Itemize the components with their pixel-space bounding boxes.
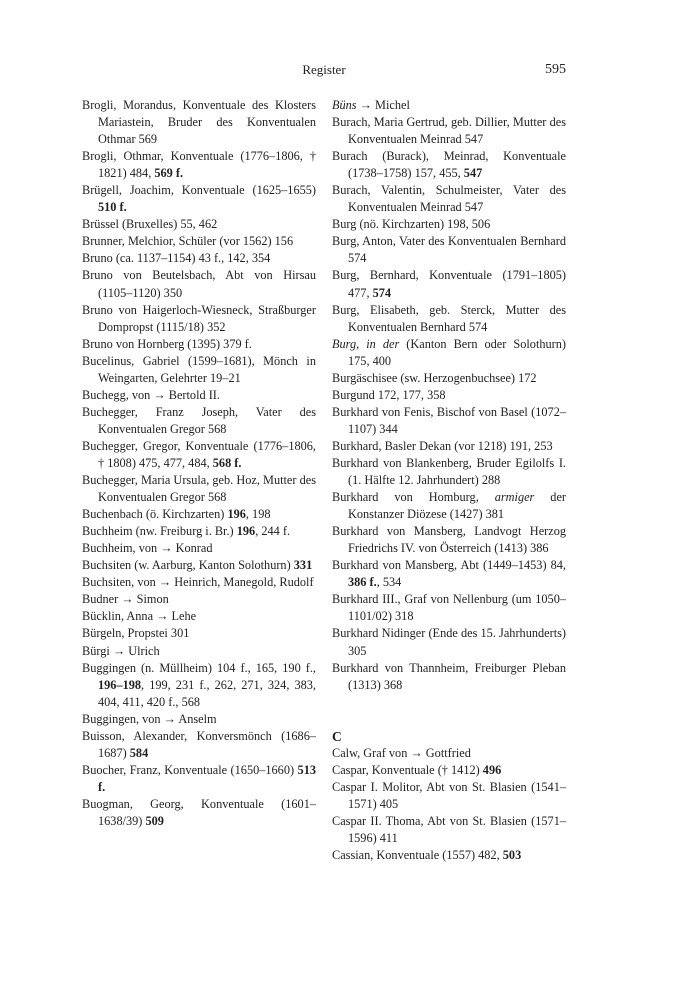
- index-entry: Brogli, Othmar, Konventuale (1776–1806, † 1821) 484, 569 f.: [82, 149, 316, 181]
- index-entry: Cassian, Konventuale (1557) 482, 503: [332, 847, 522, 862]
- index-entry: Buisson, Alexander, Konversmönch (1686–1687) 584: [82, 728, 316, 760]
- index-entry: Burkhard von Homburg, armiger der Konstanzer Diözese (1427) 381: [332, 490, 566, 522]
- index-entry: Caspar, Konventuale († 1412) 496: [332, 762, 502, 777]
- index-entry: Buocher, Franz, Konventuale (1650–1660) 513 f.: [82, 762, 316, 794]
- index-entry: Burkhard von Blankenberg, Bruder Egilolfs I. (1. Hälfte 12. Jahrhundert) 288: [332, 455, 566, 488]
- index-entry: Budner → Simon: [82, 592, 169, 607]
- index-entry: Büns → Michel: [332, 98, 410, 112]
- index-entry: Bücklin, Anna → Lehe: [82, 609, 197, 624]
- running-title: Register: [302, 62, 346, 77]
- page-header: [82, 62, 566, 82]
- index-entry: Burg, Elisabeth, geb. Sterck, Mutter des Konventualen Bernhard 574: [332, 302, 566, 334]
- index-entry: Burkhard von Thannheim, Freiburger Pleban (1313) 368: [332, 660, 566, 692]
- index-entry: Buchsiten (w. Aarburg, Kanton Solothurn) 331: [82, 558, 313, 573]
- index-entries-c: [332, 745, 566, 864]
- index-entry: Burg, Anton, Vater des Konventualen Bernhard 574: [332, 234, 566, 266]
- index-entry: Burgäschisee (sw. Herzogenbuchsee) 172: [332, 370, 537, 385]
- index-entry: Bruno von Haigerloch-Wiesneck, Straßburger Dompropst (1115/18) 352: [82, 302, 316, 334]
- index-entry: Brogli, Morandus, Konventuale des Klosters Mariastein, Bruder des Konventualen Othmar 569: [82, 98, 316, 147]
- index-entry: Burg, in der (Kanton Bern oder Solothurn) 175, 400: [332, 336, 566, 368]
- index-entry: Buchenbach (ö. Kirchzarten) 196, 198: [82, 507, 271, 522]
- index-entry: Calw, Graf von → Gottfried: [332, 745, 471, 760]
- index-entry: Brügell, Joachim, Konventuale (1625–1655) 510 f.: [82, 183, 316, 215]
- index-entry: Burkhard III., Graf von Nellenburg (um 1050–1101/02) 318: [332, 592, 566, 624]
- index-entry: Buchegger, Franz Joseph, Vater des Konventualen Gregor 568: [82, 404, 316, 436]
- index-entry: Buchegger, Gregor, Konventuale (1776–1806, † 1808) 475, 477, 484, 568 f.: [82, 438, 316, 470]
- index-entries-b: [332, 97, 566, 694]
- index-entry: Burkhard Nidinger (Ende des 15. Jahrhunderts) 305: [332, 626, 566, 658]
- index-entry: Bruno von Beutelsbach, Abt von Hirsau (1105–1120) 350: [82, 268, 316, 300]
- index-entry: Burg, Bernhard, Konventuale (1791–1805) 477, 574: [332, 268, 566, 300]
- section-letter-c: C: [332, 728, 342, 744]
- index-entry: Buggingen (n. Müllheim) 104 f., 165, 190 f., 196–198, 199, 231 f., 262, 271, 324, 383, 404, 411, 420 f., 568: [82, 660, 316, 709]
- index-entry: Bruno von Hornberg (1395) 379 f.: [82, 336, 252, 351]
- index-entry: Burgund 172, 177, 358: [332, 387, 446, 402]
- index-entry: Brunner, Melchior, Schüler (vor 1562) 156: [82, 234, 294, 249]
- index-entry: Burkhard von Mansberg, Abt (1449–1453) 84, 386 f., 534: [332, 558, 566, 590]
- index-entry: Burach (Burack), Meinrad, Konventuale (1738–1758) 157, 455, 547: [332, 149, 566, 181]
- index-entry: Buchheim (nw. Freiburg i. Br.) 196, 244 f.: [82, 524, 291, 539]
- index-entry: Buggingen, von → Anselm: [82, 711, 217, 726]
- index-entry: Bucelinus, Gabriel (1599–1681), Mönch in Weingarten, Gelehrter 19–21: [82, 353, 316, 385]
- index-entry: Bürgeln, Propstei 301: [82, 626, 190, 641]
- index-entry: Buogman, Georg, Konventuale (1601–1638/39) 509: [82, 796, 316, 828]
- index-entry: Burg (nö. Kirchzarten) 198, 506: [332, 217, 491, 232]
- index-entry: Burach, Maria Gertrud, geb. Dillier, Mutter des Konventualen Meinrad 547: [332, 115, 566, 147]
- index-entry: Burkhard von Mansberg, Landvogt Herzog Friedrichs IV. von Österreich (1413) 386: [332, 524, 566, 556]
- index-entry: Burach, Valentin, Schulmeister, Vater des Konventualen Meinrad 547: [332, 183, 566, 215]
- index-entry: Bruno (ca. 1137–1154) 43 f., 142, 354: [82, 251, 271, 266]
- index-entry: Buchegger, Maria Ursula, geb. Hoz, Mutter des Konventualen Gregor 568: [82, 473, 316, 505]
- page-number: 595: [545, 62, 566, 77]
- index-entry: Bürgi → Ulrich: [82, 643, 160, 658]
- index-entry: Buchegg, von → Bertold II.: [82, 387, 220, 402]
- index-entry: Burkhard, Basler Dekan (vor 1218) 191, 253: [332, 438, 553, 453]
- index-entry: Caspar I. Molitor, Abt von St. Blasien (1541–1571) 405: [332, 779, 566, 811]
- index-entry: Caspar II. Thoma, Abt von St. Blasien (1571–1596) 411: [332, 813, 566, 845]
- index-entry: Buchheim, von → Konrad: [82, 541, 213, 556]
- index-entry: Buchsiten, von → Heinrich, Manegold, Rudolf: [82, 575, 314, 590]
- index-entry: Burkhard von Fenis, Bischof von Basel (1072–1107) 344: [332, 404, 566, 436]
- index-column-left: [82, 97, 316, 830]
- index-column-right: [332, 97, 566, 864]
- index-entry: Brüssel (Bruxelles) 55, 462: [82, 217, 218, 232]
